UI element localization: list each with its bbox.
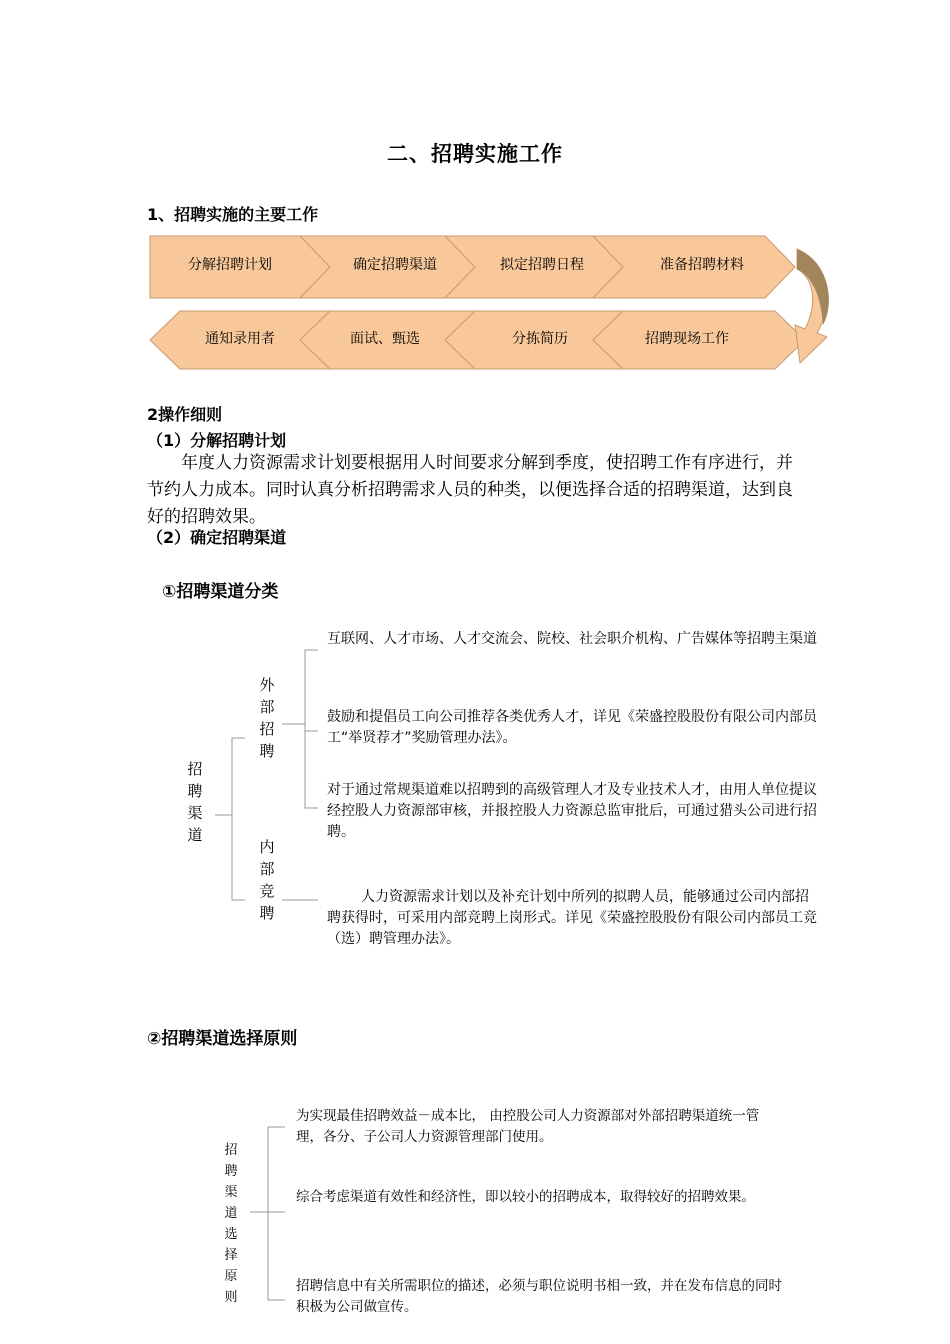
tree-leaf-external: 鼓励和提倡员工向公司推荐各类优秀人才，详见《荣盛控股股份有限公司内部员工“举贤荐才”奖励管理办法》。 <box>327 709 817 746</box>
tree-root-label: 招聘渠道 <box>187 760 203 844</box>
flow-step-label: 面试、甄选 <box>350 331 420 347</box>
tree-leaf-principle: 综合考虑渠道有效性和经济性，即以较小的招聘成本，取得较好的招聘效果。 <box>296 1189 755 1205</box>
tree-leaf-external: 互联网、人才市场、人才交流会、院校、社会职介机构、广告媒体等招聘主渠道 <box>327 631 817 647</box>
subheading-decompose-plan: （1）分解招聘计划 <box>147 431 287 450</box>
tree-root-label: 招聘渠道选择原则 <box>224 1143 238 1305</box>
tree-branch-external: 外部招聘 <box>259 676 275 760</box>
flow-step-label: 拟定招聘日程 <box>500 257 584 273</box>
flow-step-label: 招聘现场工作 <box>645 331 729 347</box>
tree-leaf-principle: 招聘信息中有关所需职位的描述，必须与职位说明书相一致，并在发布信息的同时积极为公司做宣传。 <box>296 1278 782 1315</box>
recruitment-flow-diagram <box>145 233 835 403</box>
paragraph-decompose-plan: 年度人力资源需求计划要根据用人时间要求分解到季度，使招聘工作有序进行，并节约人力成本。同时认真分析招聘需求人员的种类，以便选择合适的招聘渠道，达到良好的招聘效果。 <box>147 453 793 527</box>
flow-step-label: 确定招聘渠道 <box>353 257 437 273</box>
section-heading-details: 2操作细则 <box>147 405 223 424</box>
tree-leaf-external: 对于通过常规渠道难以招聘到的高级管理人才及专业技术人才，由用人单位提议经控股人力资源部审核，并报控股人力资源总监审批后，可通过猎头公司进行招聘。 <box>327 782 817 840</box>
subheading-channel-principles: ②招聘渠道选择原则 <box>147 1029 298 1049</box>
subheading-channel-types: ①招聘渠道分类 <box>162 582 279 602</box>
flow-step-label: 分拣简历 <box>512 331 568 347</box>
section-heading-main-work: 1、招聘实施的主要工作 <box>147 205 319 224</box>
flow-step-label: 通知录用者 <box>205 331 275 347</box>
page-title: 二、招聘实施工作 <box>387 142 563 166</box>
tree-leaf-principle: 为实现最佳招聘效益－成本比， 由控股公司人力资源部对外部招聘渠道统一管理，各分、子公司人力资源管理部门使用。 <box>296 1108 760 1145</box>
flow-step-label: 准备招聘材料 <box>660 257 744 273</box>
tree-branch-internal: 内部竞聘 <box>259 838 275 922</box>
flow-step-label: 分解招聘计划 <box>188 257 272 273</box>
subheading-determine-channels: （2）确定招聘渠道 <box>147 528 287 547</box>
tree-leaf-internal: 人力资源需求计划以及补充计划中所列的拟聘人员，能够通过公司内部招聘获得时，可采用内部竞聘上岗形式。详见《荣盛控股股份有限公司内部员工竞（选）聘管理办法》。 <box>327 889 817 947</box>
